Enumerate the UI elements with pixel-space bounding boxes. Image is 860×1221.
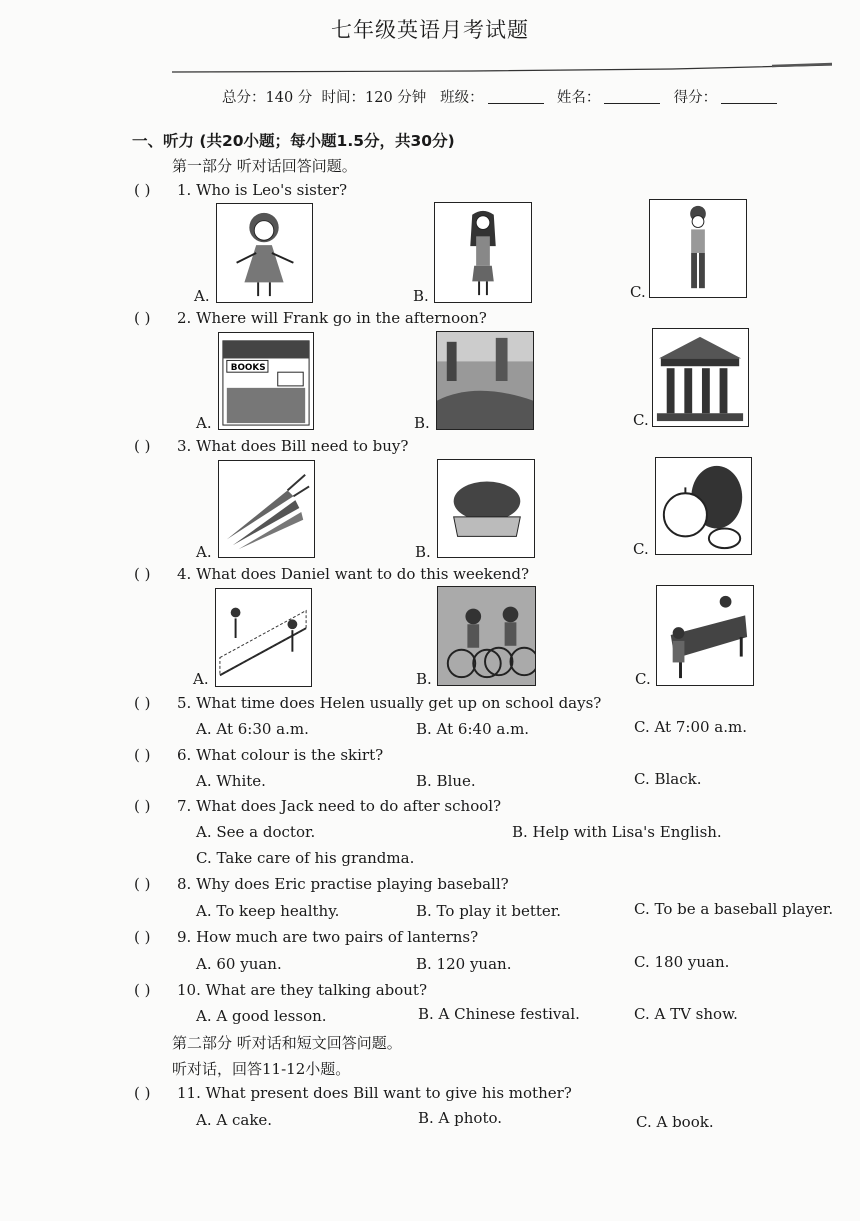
tennis-picture[interactable]	[215, 588, 312, 687]
option-b[interactable]: B. Blue.	[416, 772, 476, 790]
part2-subtitle: 听对话，回答11-12小题。	[172, 1060, 351, 1078]
option-label: C.	[633, 540, 649, 558]
answer-paren[interactable]: ( )	[134, 875, 151, 893]
bookshop-picture[interactable]	[218, 332, 314, 430]
name-blank[interactable]	[604, 103, 660, 104]
option-label: B.	[416, 670, 432, 688]
answer-paren[interactable]: ( )	[134, 746, 151, 764]
option-c[interactable]: C. 180 yuan.	[634, 953, 730, 971]
option-a[interactable]: A. To keep healthy.	[196, 902, 340, 920]
option-a[interactable]: A. White.	[196, 772, 266, 790]
option-label: A.	[193, 670, 209, 688]
option-c[interactable]: C. Black.	[634, 770, 702, 788]
answer-paren[interactable]: ( )	[134, 309, 151, 327]
score-blank[interactable]	[721, 103, 777, 104]
option-b[interactable]: B. A Chinese festival.	[418, 1005, 580, 1023]
answer-paren[interactable]: ( )	[134, 928, 151, 946]
answer-paren[interactable]: ( )	[134, 181, 151, 199]
answer-paren[interactable]: ( )	[134, 797, 151, 815]
option-a[interactable]: A. At 6:30 a.m.	[196, 720, 309, 738]
question-3: 3. What does Bill need to buy?	[177, 437, 409, 455]
question-5: 5. What time does Helen usually get up on school days?	[177, 694, 602, 712]
meat-picture[interactable]	[437, 459, 535, 558]
answer-paren[interactable]: ( )	[134, 437, 151, 455]
option-a[interactable]: A. See a doctor.	[196, 823, 316, 841]
carrots-picture[interactable]	[218, 460, 315, 558]
question-4: 4. What does Daniel want to do this weekend?	[177, 565, 530, 583]
girl-in-trousers-picture[interactable]	[649, 199, 747, 298]
answer-paren[interactable]: ( )	[134, 565, 151, 583]
bookshop-sign: BOOKS	[230, 363, 266, 374]
girl-in-dress-picture[interactable]	[216, 203, 313, 303]
total-score: 总分：140 分	[222, 90, 313, 106]
header-divider	[172, 62, 832, 76]
exam-info-line	[222, 86, 781, 107]
exam-title: 七年级英语月考试题	[331, 18, 529, 42]
question-9: 9. How much are two pairs of lanterns?	[177, 928, 479, 946]
option-a[interactable]: A. A good lesson.	[196, 1007, 327, 1025]
option-a[interactable]: A. A cake.	[196, 1111, 273, 1129]
option-a[interactable]: A. 60 yuan.	[196, 955, 282, 973]
answer-paren[interactable]: ( )	[134, 1084, 151, 1102]
option-c[interactable]: C. A book.	[636, 1113, 714, 1131]
option-c[interactable]: C. Take care of his grandma.	[196, 849, 415, 867]
option-label: A.	[196, 543, 212, 561]
table-tennis-picture[interactable]	[656, 585, 754, 686]
option-c[interactable]: C. A TV show.	[634, 1005, 738, 1023]
option-b[interactable]: B. Help with Lisa's English.	[512, 823, 722, 841]
class-label: 班级：	[440, 90, 484, 106]
part2-title: 第二部分 听对话和短文回答问题。	[172, 1034, 402, 1052]
question-2: 2. Where will Frank go in the afternoon?	[177, 309, 487, 327]
onions-picture[interactable]	[655, 457, 752, 555]
part1-title: 第一部分 听对话回答问题。	[172, 157, 357, 175]
option-label: C.	[635, 670, 651, 688]
park-picture[interactable]	[436, 331, 534, 430]
option-label: A.	[196, 414, 212, 432]
answer-paren[interactable]: ( )	[134, 694, 151, 712]
question-6: 6. What colour is the skirt?	[177, 746, 384, 764]
question-1: 1. Who is Leo's sister?	[177, 181, 347, 199]
option-label: B.	[415, 543, 431, 561]
option-label: C.	[633, 411, 649, 429]
class-blank[interactable]	[488, 103, 544, 104]
question-7: 7. What does Jack need to do after school?	[177, 797, 502, 815]
long-hair-girl-picture[interactable]	[434, 202, 532, 303]
option-label: B.	[413, 287, 429, 305]
option-b[interactable]: B. At 6:40 a.m.	[416, 720, 530, 738]
option-label: A.	[194, 287, 210, 305]
option-c[interactable]: C. At 7:00 a.m.	[634, 718, 747, 736]
option-b[interactable]: B. 120 yuan.	[416, 955, 512, 973]
answer-paren[interactable]: ( )	[134, 981, 151, 999]
exam-time: 时间：120 分钟	[321, 90, 427, 106]
section-title: 一、听力 (共20小题；每小题1.5分，共30分)	[132, 132, 455, 150]
question-10: 10. What are they talking about?	[177, 981, 427, 999]
museum-picture[interactable]	[652, 328, 749, 427]
score-label: 得分：	[673, 90, 718, 106]
option-b[interactable]: B. A photo.	[418, 1109, 503, 1127]
option-b[interactable]: B. To play it better.	[416, 902, 562, 920]
name-label: 姓名：	[556, 90, 601, 106]
cycling-picture[interactable]	[437, 586, 536, 686]
question-11: 11. What present does Bill want to give his mother?	[177, 1084, 572, 1102]
question-8: 8. Why does Eric practise playing baseball?	[177, 875, 509, 893]
option-c[interactable]: C. To be a baseball player.	[634, 900, 834, 918]
option-label: C.	[630, 283, 646, 301]
option-label: B.	[414, 414, 430, 432]
